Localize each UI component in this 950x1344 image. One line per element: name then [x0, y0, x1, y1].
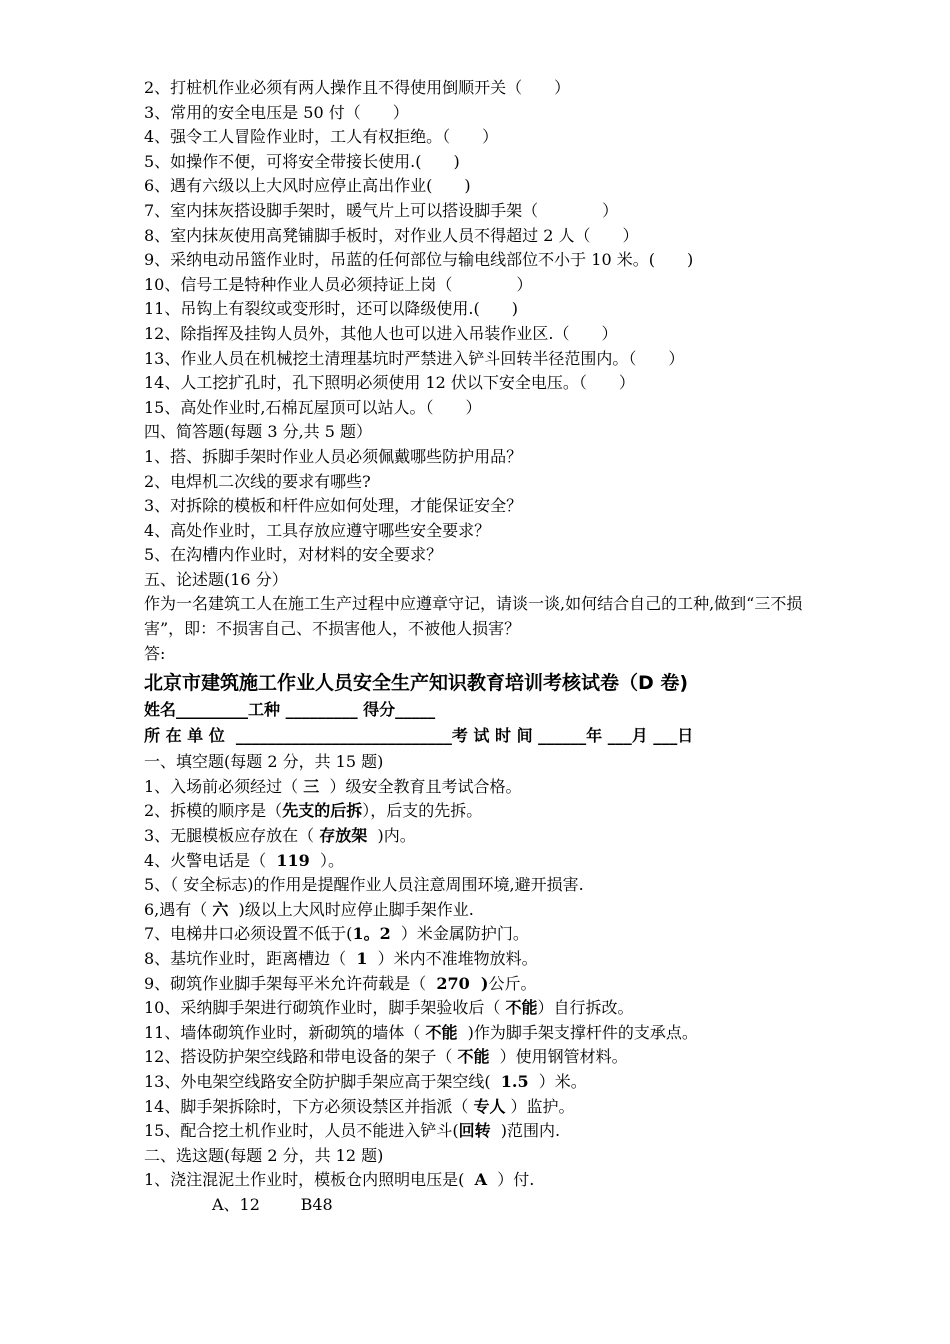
- fill-item: [144, 775, 824, 800]
- essay-section: [144, 568, 824, 666]
- question-text: ）付.: [487, 1170, 535, 1190]
- fill-text: 公斤。: [488, 973, 537, 993]
- fill-text: 15、配合挖土机作业时，人员不能进入铲斗(: [144, 1121, 459, 1141]
- fill-text: 4、火警电话是（: [144, 850, 277, 870]
- fill-text: 11、墙体砌筑作业时，新砌筑的墙体（: [144, 1022, 426, 1042]
- list-item: 9、采纳电动吊篮作业时，吊蓝的任何部位与输电线部位不小于 10 米。( ): [144, 250, 694, 270]
- fill-answer: 1: [356, 949, 368, 968]
- essay-question: 作为一名建筑工人在施工生产过程中应遵章守记，请谈一谈,如何结合自己的工种,做到“三不损害”，即：不损害自己、不损害他人，不被他人损害？: [144, 594, 803, 639]
- fill-text: 9、砌筑作业脚手架每平米允许荷载是（: [144, 973, 437, 993]
- fill-text: )级以上大风时应停止脚手架作业.: [228, 899, 474, 919]
- section-heading: 五、论述题(16 分）: [144, 569, 288, 589]
- fill-answer: 不能: [425, 1022, 458, 1042]
- fill-text: 14、脚手架拆除时，下方必须设禁区并指派（: [144, 1096, 474, 1116]
- question-text: 1、浇注混泥土作业时，模板仓内照明电压是(: [144, 1170, 475, 1190]
- list-item: 5、如操作不便，可将安全带接长使用.( ): [144, 151, 460, 171]
- list-item: 13、作业人员在机械挖土清理基坑时严禁进入铲斗回转半径范围内。（ ）: [144, 348, 685, 368]
- fill-answer: 不能: [457, 1047, 490, 1067]
- fill-in-section: [144, 750, 824, 1144]
- fill-text: 10、采纳脚手架进行砌筑作业时，脚手架验收后（: [144, 998, 506, 1018]
- fill-text: 6,遇有（: [144, 899, 213, 919]
- fill-text: 1、入场前必须经过（: [144, 776, 304, 796]
- unit-date-line: 所 在 单 位 ___________________________考 试 时 间 ______年 ___月 ___日: [144, 726, 694, 746]
- answer-label: 答:: [144, 643, 166, 663]
- choice-question: [144, 1168, 824, 1193]
- list-item: 11、吊钩上有裂纹或变形时，还可以降级使用.( ): [144, 299, 518, 319]
- fill-text: 7、电梯井口必须设置不低于(: [144, 924, 353, 944]
- section-heading: 四、简答题(每题 3 分,共 5 题）: [144, 422, 373, 442]
- section-heading: 一、填空题(每题 2 分，共 15 题): [144, 752, 384, 772]
- fill-item: [144, 1119, 824, 1144]
- fill-answer: 专人: [473, 1096, 506, 1116]
- list-item: 8、室内抹灰使用高凳铺脚手板时，对作业人员不得超过 2 人（ ）: [144, 225, 639, 245]
- list-item: 14、人工挖扩孔时，孔下照明必须使用 12 伏以下安全电压。（ ）: [144, 373, 635, 393]
- multiple-choice-section: [144, 1144, 824, 1218]
- fill-text: ）级安全教育且考试合格。: [319, 776, 522, 796]
- fill-text: 2、拆模的顺序是（: [144, 801, 283, 821]
- list-item: 3、常用的安全电压是 50 付（ ）: [144, 102, 409, 122]
- fill-answer: 六: [212, 899, 229, 919]
- fill-text: )范围内.: [490, 1121, 561, 1141]
- choice-options: A、12 B48: [212, 1194, 333, 1214]
- list-item: 12、除指挥及挂钩人员外，其他人也可以进入吊装作业区.（ ）: [144, 323, 618, 343]
- fill-text: ）米内不准堆物放料。: [367, 949, 538, 968]
- fill-text: ）。: [309, 850, 344, 870]
- fill-text: 3、无腿模板应存放在（: [144, 826, 320, 846]
- list-item: 2、电焊机二次线的要求有哪些?: [144, 471, 371, 491]
- fill-answer: 119: [276, 850, 310, 870]
- fill-text: ）米金属防护门。: [390, 924, 529, 944]
- fill-answer: 1。2: [352, 924, 391, 944]
- fill-item: [144, 1095, 824, 1120]
- fill-item: [144, 947, 824, 972]
- list-item: 1、搭、拆脚手架时作业人员必须佩戴哪些防护用品？: [144, 446, 523, 466]
- fill-text: ）使用钢管材料。: [489, 1047, 628, 1067]
- document-page: [144, 76, 824, 1218]
- list-item: 7、室内抹灰搭设脚手架时，暖气片上可以搭设脚手架（ ）: [144, 200, 619, 220]
- list-item: 15、高处作业时,石棉瓦屋顶可以站人。（ ）: [144, 397, 482, 417]
- fill-item: [144, 922, 824, 947]
- list-item: 2、打桩机作业必须有两人操作且不得使用倒顺开关（ ）: [144, 78, 571, 97]
- fill-item: [144, 824, 824, 849]
- fill-answer: 三: [303, 776, 320, 796]
- fill-text: 12、搭设防护架空线路和带电设备的架子（: [144, 1047, 458, 1067]
- fill-answer: 存放架: [319, 826, 368, 846]
- fill-answer: 1.5: [500, 1071, 529, 1091]
- fill-text: )作为脚手架支撑杆件的支承点。: [457, 1022, 698, 1042]
- fill-item: [144, 1070, 824, 1095]
- list-item: 10、信号工是特种作业人员必须持证上岗（ ）: [144, 274, 533, 294]
- fill-item: [144, 898, 824, 923]
- true-false-list: [144, 76, 824, 420]
- fill-text: 13、外电架空线路安全防护脚手架应高于架空线(: [144, 1071, 501, 1091]
- choice-answer: A: [474, 1170, 488, 1190]
- fill-text: ）米。: [528, 1071, 587, 1091]
- exam-header: [144, 668, 824, 750]
- fill-item: [144, 1045, 824, 1070]
- fill-answer: 先支的后拆: [282, 801, 363, 821]
- fill-text: ）监护。: [505, 1096, 575, 1116]
- fill-text: 5、（ 安全标志)的作用是提醒作业人员注意周围环境,避开损害.: [144, 875, 584, 895]
- fill-item: [144, 873, 824, 898]
- fill-item: [144, 799, 824, 824]
- list-item: 3、对拆除的模板和杆件应如何处理，才能保证安全？: [144, 496, 523, 516]
- fill-item: [144, 849, 824, 874]
- list-item: 5、在沟槽内作业时，对材料的安全要求？: [144, 545, 443, 565]
- fill-answer: 270 ): [436, 973, 489, 993]
- short-answer-section: [144, 420, 824, 568]
- fill-answer: 不能: [505, 998, 538, 1018]
- exam-title: 北京市建筑施工作业人员安全生产知识教育培训考核试卷（D 卷): [144, 672, 689, 695]
- fill-text: 8、基坑作业时，距离槽边（: [144, 949, 357, 968]
- student-info-line: 姓名_________工种 _________ 得分_____: [144, 700, 436, 720]
- fill-answer: 回转: [458, 1121, 491, 1141]
- fill-item: [144, 996, 824, 1021]
- list-item: 4、强令工人冒险作业时，工人有权拒绝。（ ）: [144, 127, 499, 147]
- fill-text: )内。: [367, 826, 416, 846]
- fill-item: [144, 972, 824, 997]
- fill-text: ）自行拆改。: [537, 998, 634, 1018]
- section-heading: 二、选这题(每题 2 分，共 12 题): [144, 1145, 384, 1165]
- list-item: 6、遇有六级以上大风时应停止高出作业( ): [144, 176, 471, 196]
- list-item: 4、高处作业时，工具存放应遵守哪些安全要求？: [144, 520, 491, 540]
- fill-item: [144, 1021, 824, 1046]
- fill-text: ），后支的先拆。: [362, 801, 483, 821]
